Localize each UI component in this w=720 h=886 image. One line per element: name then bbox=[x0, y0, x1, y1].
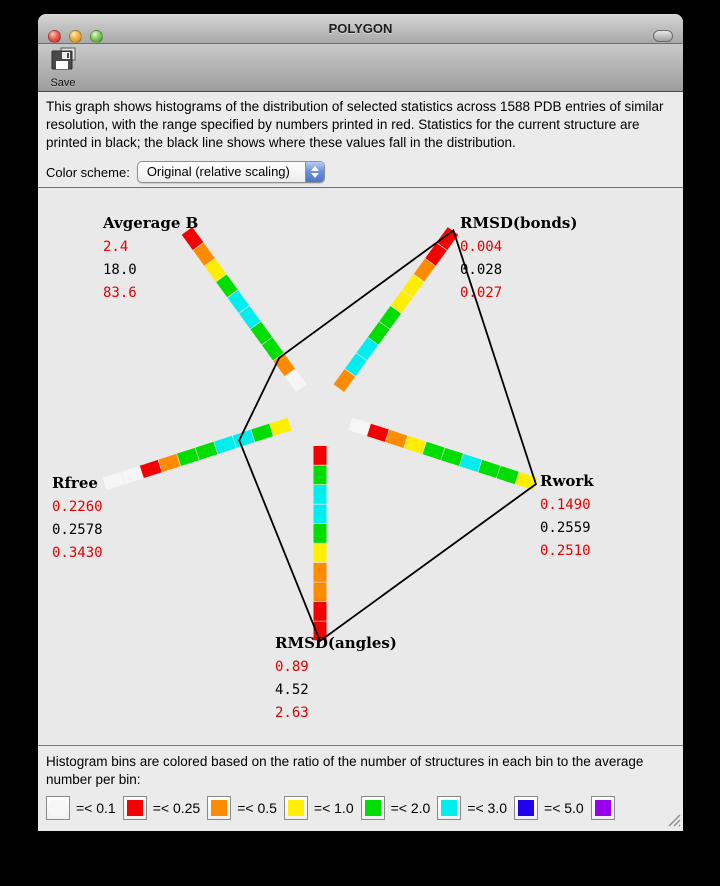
legend-color-fill bbox=[441, 800, 457, 816]
legend-bin-label: =< 3.0 bbox=[467, 800, 508, 816]
axis-label-block-rfree bbox=[52, 475, 103, 565]
axis-current-value: 18.0 bbox=[103, 262, 137, 278]
legend-bin-label: =< 0.5 bbox=[237, 800, 277, 816]
axis-range-max: 83.6 bbox=[103, 285, 137, 301]
legend-bin-white bbox=[46, 796, 123, 820]
axis-current-value: 0.2578 bbox=[52, 522, 103, 538]
axis-range-min: 2.4 bbox=[103, 239, 129, 255]
save-button-label: Save bbox=[50, 77, 76, 89]
axis-range-min: 0.1490 bbox=[540, 497, 591, 513]
save-disk-icon bbox=[50, 58, 77, 75]
histogram-arm-bonds bbox=[334, 227, 459, 392]
color-scheme-selected-value: Original (relative scaling) bbox=[146, 164, 290, 179]
axis-title: Avgerage B bbox=[103, 214, 199, 232]
legend-swatch-blue bbox=[514, 796, 538, 820]
legend-swatch-orange bbox=[207, 796, 231, 820]
axis-label-block-avgb bbox=[103, 215, 198, 305]
legend-swatch-red bbox=[123, 796, 147, 820]
toolbar-toggle-pill[interactable] bbox=[653, 30, 673, 42]
legend-bin-purple bbox=[591, 796, 621, 820]
axis-title: Rwork bbox=[540, 472, 594, 490]
legend-color-fill bbox=[518, 800, 534, 816]
legend-color-fill bbox=[127, 800, 143, 816]
legend-bin-orange bbox=[207, 796, 284, 820]
axis-label-block-bonds bbox=[460, 215, 577, 305]
axis-current-value: 4.52 bbox=[275, 682, 309, 698]
legend-bin-yellow bbox=[284, 796, 361, 820]
legend-color-fill bbox=[288, 800, 304, 816]
histogram-arm-rfree bbox=[103, 418, 292, 490]
legend-color-fill bbox=[211, 800, 227, 816]
axis-title: RMSD(bonds) bbox=[460, 214, 578, 232]
axis-range-min: 0.2260 bbox=[52, 499, 103, 515]
legend-swatch-purple bbox=[591, 796, 615, 820]
title-bar[interactable] bbox=[38, 14, 683, 44]
histogram-arm-rwork bbox=[348, 418, 537, 490]
polygon-window bbox=[38, 14, 683, 831]
close-button[interactable] bbox=[48, 30, 61, 43]
axis-current-value: 0.028 bbox=[460, 262, 503, 278]
axis-range-max: 0.3430 bbox=[52, 545, 103, 561]
legend-bin-label: =< 0.25 bbox=[152, 800, 201, 816]
legend-bin-label: =< 5.0 bbox=[544, 800, 584, 816]
polygon-plot-area bbox=[38, 188, 683, 745]
color-scheme-dropdown[interactable] bbox=[137, 161, 325, 183]
legend-bin-cyan bbox=[437, 796, 514, 820]
color-scheme-label: Color scheme: bbox=[46, 164, 130, 180]
legend-color-fill bbox=[50, 800, 66, 816]
arrow-up-icon bbox=[311, 166, 319, 171]
axis-title: Rfree bbox=[52, 474, 98, 492]
legend-bin-green bbox=[361, 796, 438, 820]
axis-range-max: 0.027 bbox=[460, 285, 503, 301]
axis-label-block-rwork bbox=[540, 473, 594, 563]
axis-range-max: 0.2510 bbox=[540, 543, 591, 559]
axis-range-min: 0.004 bbox=[460, 239, 503, 255]
legend-color-fill bbox=[595, 800, 611, 816]
resize-grip[interactable] bbox=[666, 812, 681, 827]
legend-swatch-cyan bbox=[437, 796, 461, 820]
legend-swatch-green bbox=[361, 796, 385, 820]
legend-bins-row bbox=[46, 796, 675, 820]
zoom-button[interactable] bbox=[90, 30, 103, 43]
save-button[interactable] bbox=[46, 47, 80, 89]
legend-bin-blue bbox=[514, 796, 591, 820]
color-scheme-row bbox=[46, 161, 675, 183]
axis-range-min: 0.89 bbox=[275, 659, 309, 675]
legend-bin-red bbox=[123, 796, 208, 820]
toolbar bbox=[38, 44, 683, 92]
arrow-down-icon bbox=[311, 173, 319, 178]
legend-bin-label: =< 2.0 bbox=[390, 800, 431, 816]
window-title: POLYGON bbox=[328, 21, 393, 36]
histogram-arm-avgb bbox=[182, 227, 307, 392]
controls-panel bbox=[38, 92, 683, 188]
legend-swatch-white bbox=[46, 796, 70, 820]
histogram-arm-angles bbox=[314, 446, 327, 640]
axis-title: RMSD(angles) bbox=[275, 634, 397, 652]
legend-color-fill bbox=[365, 800, 381, 816]
legend-bin-label: =< 1.0 bbox=[313, 800, 354, 816]
axis-range-max: 2.63 bbox=[275, 705, 309, 721]
description-text: This graph shows histograms of the distribution of selected statistics across 1588 PDB entries of similar resolution, with the range specified by numbers printed in red. Statistics for the current structure are printed in black; the black line shows where these values fall in the distribution. bbox=[46, 99, 664, 150]
legend-panel bbox=[38, 745, 683, 829]
legend-text: Histogram bins are colored based on the ratio of the number of structures in each bin to the average number per bin: bbox=[46, 754, 644, 787]
dropdown-stepper-icon bbox=[305, 162, 324, 182]
legend-bin-label: =< 0.1 bbox=[76, 800, 116, 816]
legend-swatch-yellow bbox=[284, 796, 308, 820]
axis-label-block-angles bbox=[275, 635, 397, 725]
axis-current-value: 0.2559 bbox=[540, 520, 591, 536]
minimize-button[interactable] bbox=[69, 30, 82, 43]
